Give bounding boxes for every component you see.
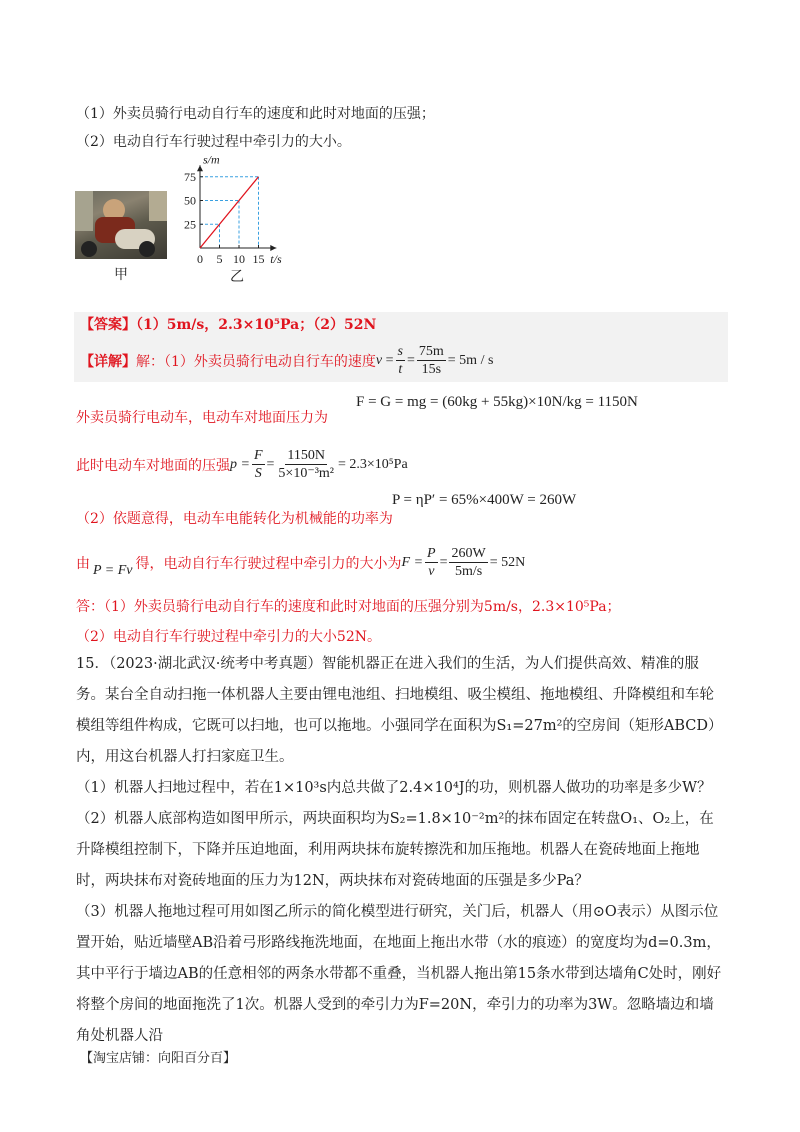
answer-tag: 【答案】 xyxy=(80,317,136,333)
conclusion-2: （2）电动自行车行驶过程中牵引力的大小52N。 xyxy=(76,629,381,645)
power-formula: P = ηP′ = 65%×400W = 260W xyxy=(392,492,577,508)
detail-intro: 解：（1）外卖员骑行电动自行车的速度 xyxy=(136,353,376,370)
x-axis-label: t/s xyxy=(270,252,282,266)
traction-line xyxy=(76,545,525,580)
x-tick-label-5: 5 xyxy=(216,252,223,266)
power-text: （2）依题意得，电动车电能转化为机械能的功率为 xyxy=(76,511,393,527)
pressure-line xyxy=(76,447,408,482)
x-tick-label-15: 15 xyxy=(252,252,265,266)
pressure-formula: p = $\frac{F}{S}$ = $\frac{1150N}{\text{5×10⁻³m²}}$ = 2.3×10⁵Pa xyxy=(230,448,408,481)
problem-15-q2: （2）机器人底部构造如图甲所示，两块面积均为S₂=1.8×10⁻²m²的抹布固定在转盘O₁、O₂上，在升降模组控制下，下降并压迫地面，利用两块抹布旋转擦洗和加压拖地。机器人在瓷砖地面上拖地时，两块抹布对瓷砖地面的压力为12N，两块抹布对瓷砖地面的压强是多少Pa？ xyxy=(76,811,714,889)
velocity-formula: v = $\frac{s}{t}$ = $\frac{75m}{15s}$ = 5m / s xyxy=(375,344,494,377)
footer-shop: 【淘宝店铺：向阳百分百】 xyxy=(80,1051,237,1066)
answer-text: （1）5m/s，2.3×10⁵Pa；（2）52N xyxy=(136,317,377,333)
traction-text-2: 得，电动自行车行驶过程中牵引力的大小为 xyxy=(135,555,402,572)
traction-formula-1: P = Fv xyxy=(93,562,133,578)
rider-photo xyxy=(75,191,167,259)
figure-label-yi: 乙 xyxy=(230,269,244,285)
traction-text-1: 由 xyxy=(76,555,90,572)
conclusion-1: 答：（1）外卖员骑行电动自行车的速度和此时对地面的压强分别为5m/s，2.3×10⁵Pa； xyxy=(76,599,621,615)
y-tick-label-75: 75 xyxy=(184,169,196,184)
figure-label-jia: 甲 xyxy=(114,267,128,283)
x-axis-arrow xyxy=(270,245,276,251)
question-2: （2）电动自行车行驶过程中牵引力的大小。 xyxy=(76,134,351,150)
series-line xyxy=(200,177,259,248)
problem-15-q3: （3）机器人拖地过程可用如图乙所示的简化模型进行研究，关门后，机器人（用⊙O表示）从图示位置开始，贴近墙壁AB沿着弓形路线拖洗地面，在地面上拖出水带（水的痕迹）的宽度均为d=0.3m，其中平行于墙边AB的任意相邻的两条水带都不重叠，当机器人拖出第15条水带到达墙角C处时，刚好将整个房间的地面拖洗了1次。机器人受到的牵引力为F=20N，牵引力的功率为3W。忽略墙边和墙角处机器人沿 xyxy=(76,904,722,1044)
problem-15-q1: （1）机器人扫地过程中，若在1×10³s内总共做了2.4×10⁴J的功，则机器人做功的功率是多少W？ xyxy=(76,780,712,796)
problem-15-stem: 15．（2023·湖北武汉·统考中考真题）智能机器正在进入我们的生活，为人们提供高效、精准的服务。某台全自动扫拖一体机器人主要由锂电池组、扫地模组、吸尘模组、拖地模组、升降模组和车轮模组等组件构成，它既可以扫地，也可以拖地。小强同学在面积为S₁=27m²的空房间（矩形ABCD）内，用这台机器人打扫家庭卫生。 xyxy=(76,656,723,765)
force-formula: F = G = mg = (60kg + 55kg)×10N/kg = 1150N xyxy=(356,394,638,410)
question-1: （1）外卖员骑行电动自行车的速度和此时对地面的压强； xyxy=(76,106,435,122)
detail-line xyxy=(80,343,493,378)
force-text: 外卖员骑行电动车，电动车对地面压力为 xyxy=(76,410,328,426)
y-tick-label-25: 25 xyxy=(184,217,196,232)
x-tick-label-10: 10 xyxy=(233,252,245,266)
pressure-text: 此时电动车对地面的压强 xyxy=(76,457,230,474)
st-graph xyxy=(178,150,318,280)
y-axis-label: s/m xyxy=(203,152,220,167)
traction-formula-2: F = $\frac{P}{v}$ = $\frac{260W}{5m/s}$ = 52N xyxy=(401,546,526,579)
x-tick-label-0: 0 xyxy=(197,252,203,266)
detail-tag: 【详解】 xyxy=(80,353,136,370)
y-tick-label-50: 50 xyxy=(184,193,196,208)
answer-line xyxy=(80,314,376,334)
